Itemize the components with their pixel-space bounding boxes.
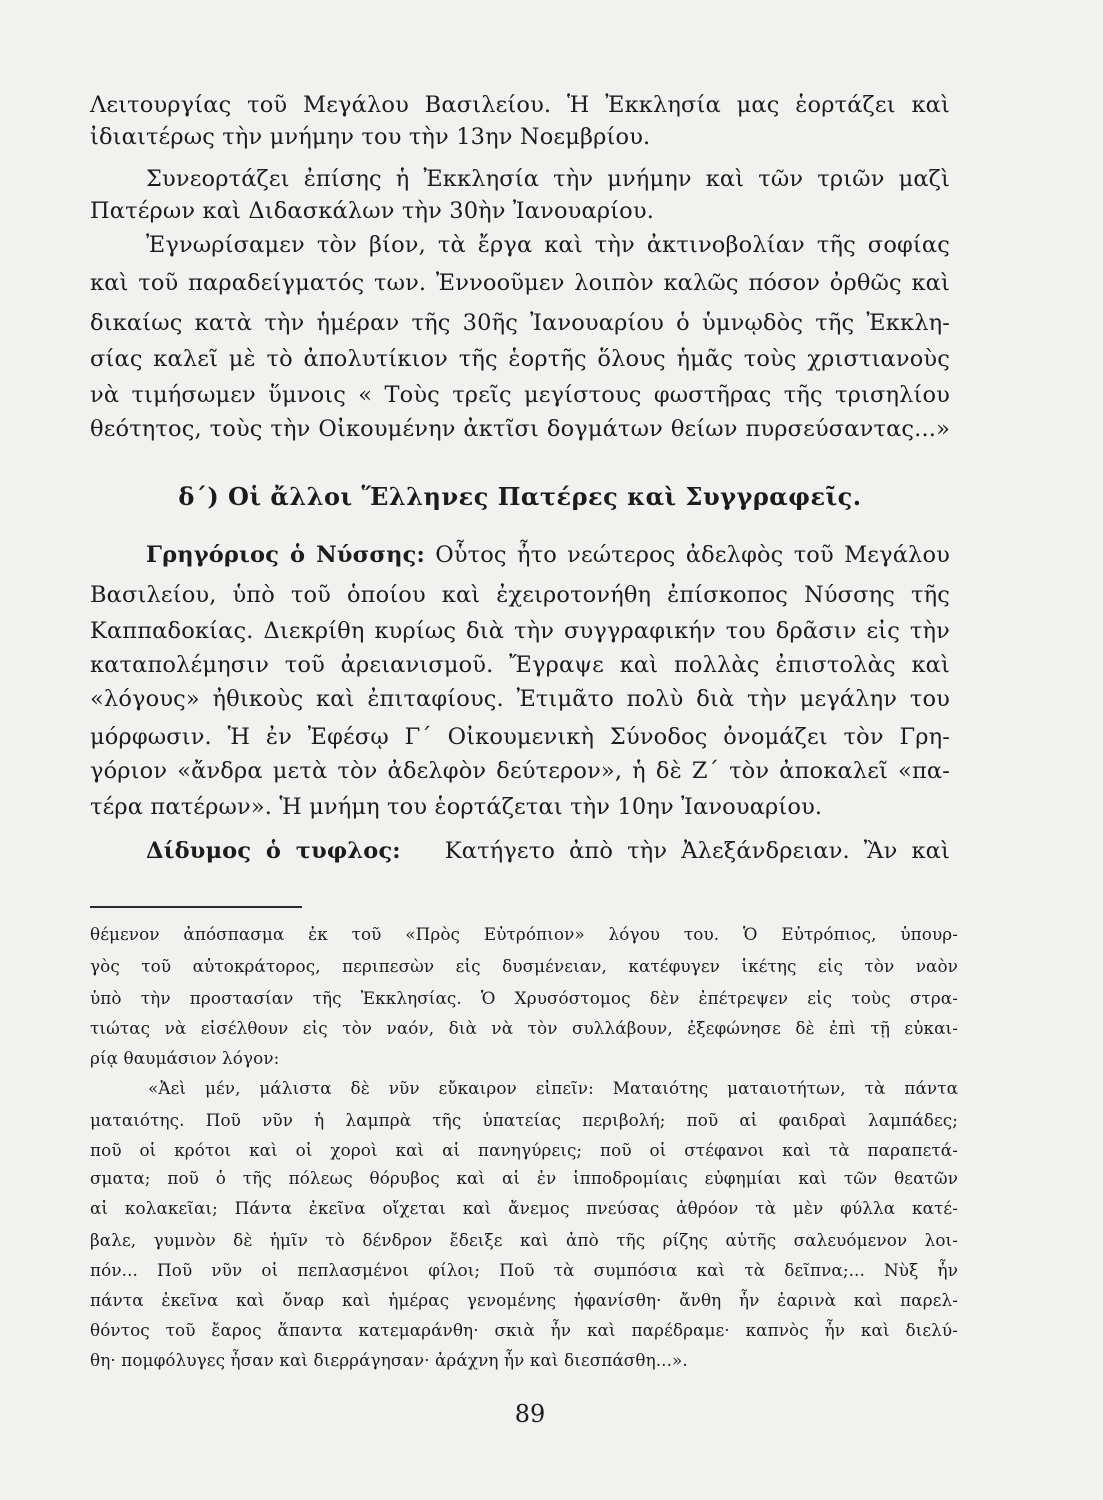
- section-heading: δ΄) Οἱ ἄλλοι Ἕλληνες Πατέρες καὶ Συγγραφεῖς.: [178, 482, 862, 511]
- body-line-2: ἰδιαιτέρως τὴν μνήμην του τὴν 13ην Νοεμβρίου.: [90, 124, 651, 150]
- didymus-line: [90, 838, 950, 864]
- gregory-line-6: μόρφωσιν. Ἡ ἐν Ἐφέσῳ Γ΄ Οἰκουμενικὴ Σύνοδος ὀνομάζει τὸν Γρη-: [90, 724, 950, 750]
- footnote-line-5: ρίᾳ θαυμάσιον λόγον:: [90, 1048, 280, 1068]
- gregory-label: Γρηγόριος ὁ Νύσσης:: [146, 542, 425, 568]
- footnote-line-7: ματαιότης. Ποῦ νῦν ἡ λαμπρὰ τῆς ὑπατείας περιβολή; ποῦ αἱ φαιδραὶ λαμπάδες;: [90, 1110, 958, 1130]
- page-number: 89: [514, 1400, 546, 1428]
- footnote-line-10: αἱ κολακεῖαι; Πάντα ἐκεῖνα οἴχεται καὶ ἄνεμος πνεύσας ἀθρόον τὰ μὲν φύλλα κατέ-: [90, 1198, 958, 1218]
- footnote-line-6: «Ἀεὶ μέν, μάλιστα δὲ νῦν εὔκαιρον εἰπεῖν: Ματαιότης ματαιοτήτων, τὰ πάντα: [148, 1078, 958, 1098]
- footnote-line-1: θέμενον ἀπόσπασμα ἐκ τοῦ «Πρὸς Εὐτρόπιον» λόγου του. Ὁ Εὐτρόπιος, ὑπουρ-: [90, 924, 958, 944]
- footnote-line-8: ποῦ οἱ κρότοι καὶ οἱ χοροὶ καὶ αἱ πανηγύρεις; ποῦ οἱ στέφανοι καὶ τὰ παραπετά-: [90, 1140, 958, 1160]
- footnote-line-12: πόν... Ποῦ νῦν οἱ πεπλασμένοι φίλοι; Ποῦ τὰ συμπόσια καὶ τὰ δεῖπνα;... Νὺξ ἦν: [90, 1260, 958, 1280]
- didymus-label: Δίδυμος ὁ τυφλος:: [146, 838, 401, 864]
- body-line-1: Λειτουργίας τοῦ Μεγάλου Βασιλείου. Ἡ Ἐκκλησία μας ἑορτάζει καὶ: [90, 92, 950, 118]
- gregory-line-7: γόριον «ἄνδρα μετὰ τὸν ἀδελφὸν δεύτερον», ἡ δὲ Ζ΄ τὸν ἀποκαλεῖ «πα-: [90, 758, 950, 784]
- footnote-line-14: θόντος τοῦ ἔαρος ἅπαντα κατεμαράνθη· σκιὰ ἦν καὶ παρέδραμε· καπνὸς ἦν καὶ διελύ-: [90, 1320, 958, 1340]
- footnote-separator: [90, 906, 302, 908]
- footnote-line-11: βαλε, γυμνὸν δὲ ἡμῖν τὸ δένδρον ἔδειξε καὶ ἀπὸ τῆς ρίζης αὐτῆς σαλευόμενον λοι-: [90, 1230, 958, 1250]
- body-line-8: σίας καλεῖ μὲ τὸ ἀπολυτίκιον τῆς ἑορτῆς ὅλους ἡμᾶς τοὺς χριστιανοὺς: [90, 346, 950, 372]
- footnote-line-13: πάντα ἐκεῖνα καὶ ὄναρ καὶ ἡμέρας γενομένης ἠφανίσθη· ἄνθη ἦν ἐαρινὰ καὶ παρελ-: [90, 1290, 958, 1310]
- gregory-line-4: καταπολέμησιν τοῦ ἀρειανισμοῦ. Ἔγραψε καὶ πολλὰς ἐπιστολὰς καὶ: [90, 652, 950, 678]
- body-line-4: Πατέρων καὶ Διδασκάλων τὴν 30ὴν Ἰανουαρίου.: [90, 198, 655, 224]
- gregory-line-1: Οὗτος ἦτο νεώτερος ἀδελφὸς τοῦ Μεγάλου: [435, 542, 950, 568]
- gregory-line-5: «λόγους» ἠθικοὺς καὶ ἐπιταφίους. Ἐτιμᾶτο πολὺ διὰ τὴν μεγάλην του: [90, 686, 950, 712]
- body-line-6: καὶ τοῦ παραδείγματός των. Ἐννοοῦμεν λοιπὸν καλῶς πόσον ὀρθῶς καὶ: [90, 270, 950, 296]
- footnote-line-3: ὑπὸ τὴν προστασίαν τῆς Ἐκκλησίας. Ὁ Χρυσόστομος δὲν ἐπέτρεψεν εἰς τοὺς στρα-: [90, 988, 958, 1008]
- footnote-line-2: γὸς τοῦ αὐτοκράτορος, περιπεσὼν εἰς δυσμένειαν, κατέφυγεν ἱκέτης εἰς τὸν ναὸν: [90, 956, 958, 976]
- didymus-text: Κατήγετο ἀπὸ τὴν Ἀλεξάνδρειαν. Ἂν καὶ: [444, 838, 950, 864]
- body-line-10: θεότητος, τοὺς τὴν Οἰκουμένην ἀκτῖσι δογμάτων θείων πυρσεύσαντας...»: [90, 416, 950, 442]
- body-line-5: Ἐγνωρίσαμεν τὸν βίον, τὰ ἔργα καὶ τὴν ἀκτινοβολίαν τῆς σοφίας: [146, 232, 950, 258]
- footnote-line-9: σματα; ποῦ ὁ τῆς πόλεως θόρυβος καὶ αἱ ἐν ἱπποδρομίαις εὐφημίαι καὶ τῶν θεατῶν: [90, 1168, 958, 1188]
- body-line-3: Συνεορτάζει ἐπίσης ἡ Ἐκκλησία τὴν μνήμην καὶ τῶν τριῶν μαζὶ: [146, 166, 950, 192]
- body-line-9: νὰ τιμήσωμεν ὕμνοις « Τοὺς τρεῖς μεγίστους φωστῆρας τῆς τρισηλίου: [90, 382, 950, 408]
- footnote-line-4: τιώτας νὰ εἰσέλθουν εἰς τὸν ναόν, διὰ νὰ τὸν συλλάβουν, ἐξεφώνησε δὲ ἐπὶ τῇ εὐκαι-: [90, 1018, 958, 1038]
- gregory-line-8: τέρα πατέρων». Ἡ μνήμη του ἑορτάζεται τὴν 10ην Ἰανουαρίου.: [90, 794, 823, 820]
- body-line-7: δικαίως κατὰ τὴν ἡμέραν τῆς 30ῆς Ἰανουαρίου ὁ ὑμνῳδὸς τῆς Ἐκκλη-: [90, 310, 950, 336]
- gregory-line-3: Καππαδοκίας. Διεκρίθη κυρίως διὰ τὴν συγγραφικήν του δρᾶσιν εἰς τὴν: [90, 618, 950, 644]
- gregory-first-line: [90, 542, 950, 568]
- footnote-line-15: θη· πομφόλυγες ἦσαν καὶ διερράγησαν· ἀράχνη ἦν καὶ διεσπάσθη...».: [90, 1350, 688, 1370]
- gregory-line-2: Βασιλείου, ὑπὸ τοῦ ὁποίου καὶ ἐχειροτονήθη ἐπίσκοπος Νύσσης τῆς: [90, 582, 950, 608]
